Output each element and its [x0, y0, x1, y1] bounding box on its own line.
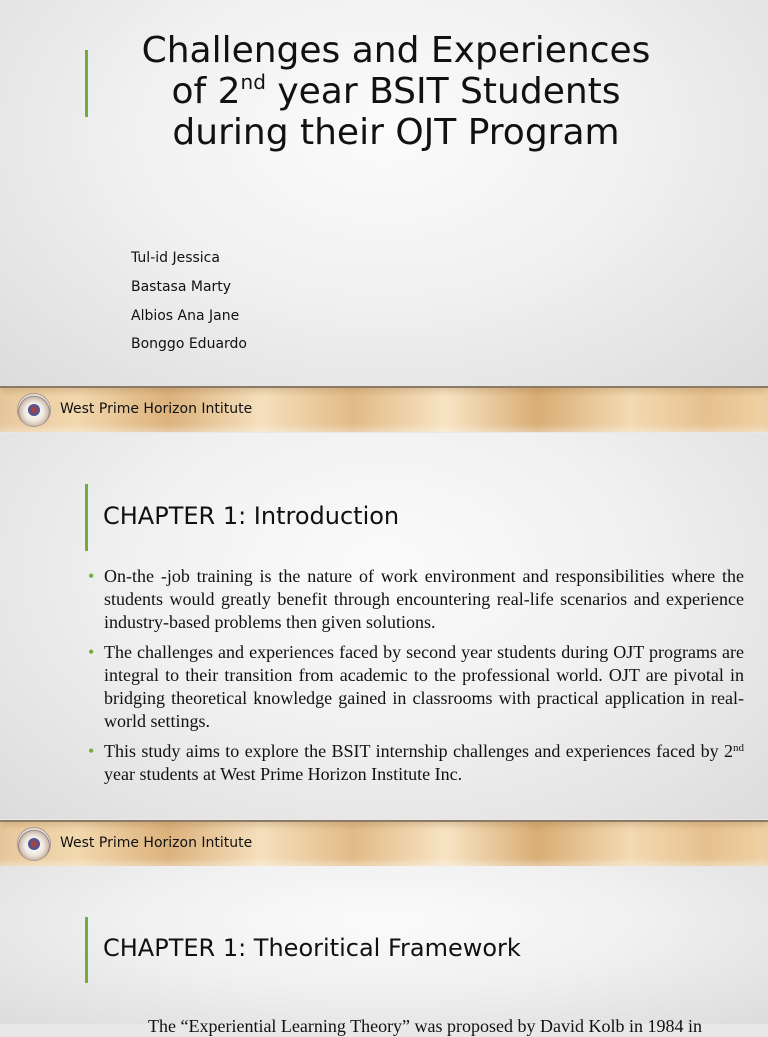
introduction-slide [0, 433, 768, 819]
bullet-text-start: This study aims to explore the BSIT internship challenges and experiences faced by 2 [104, 741, 733, 761]
bullet-dot-icon: • [88, 741, 95, 761]
bullet-text: The challenges and experiences faced by second year students during OJT programs are integral to their transition from academic to the professional world. OJT are pivotal in bridging theoretical knowledge gained in classrooms with practical application in real-world settings. [104, 642, 744, 731]
author-item: Albios Ana Jane [131, 307, 240, 324]
author-item: Bastasa Marty [131, 278, 232, 295]
author-list [131, 248, 247, 363]
slide-heading: CHAPTER 1: Theoritical Framework [103, 934, 521, 962]
title-line-2-end: year BSIT Students [265, 71, 621, 112]
bullet-item [88, 641, 744, 733]
institute-name: West Prime Horizon Intitute [60, 835, 253, 851]
title-line-3: during their OJT Program [172, 112, 620, 153]
framework-text: The “Experiential Learning Theory” was proposed by David Kolb in 1984 in [148, 1016, 703, 1036]
institute-footer [0, 820, 768, 866]
institute-seal-icon [17, 827, 51, 861]
bullet-item [88, 565, 744, 634]
title-line-2-start: of 2 [171, 71, 241, 112]
author-item: Bonggo Eduardo [131, 336, 247, 353]
bullet-dot-icon: • [88, 642, 95, 662]
accent-bar [85, 50, 88, 117]
institute-name: West Prime Horizon Intitute [60, 401, 253, 417]
bullet-text-end: year students at West Prime Horizon Institute Inc. [104, 764, 463, 784]
accent-bar [85, 484, 88, 551]
institute-seal-icon [17, 393, 51, 427]
title-superscript: nd [240, 70, 266, 94]
bullet-item [88, 740, 744, 786]
institute-footer [0, 386, 768, 432]
presentation-title [110, 30, 682, 153]
slide-heading: CHAPTER 1: Introduction [103, 502, 400, 530]
bullet-text: On-the -job training is the nature of work environment and responsibilities where the students would greatly benefit through encountering real-life scenarios and experience industry-based problems then given solutions. [104, 566, 744, 632]
bullet-list [88, 565, 744, 793]
bullet-superscript: nd [733, 742, 744, 754]
title-line-1: Challenges and Experiences [141, 30, 651, 71]
accent-bar [85, 917, 88, 983]
author-item: Tul-id Jessica [131, 250, 220, 266]
title-slide [0, 0, 768, 386]
bullet-dot-icon: • [88, 566, 95, 586]
framework-slide [0, 866, 768, 1036]
